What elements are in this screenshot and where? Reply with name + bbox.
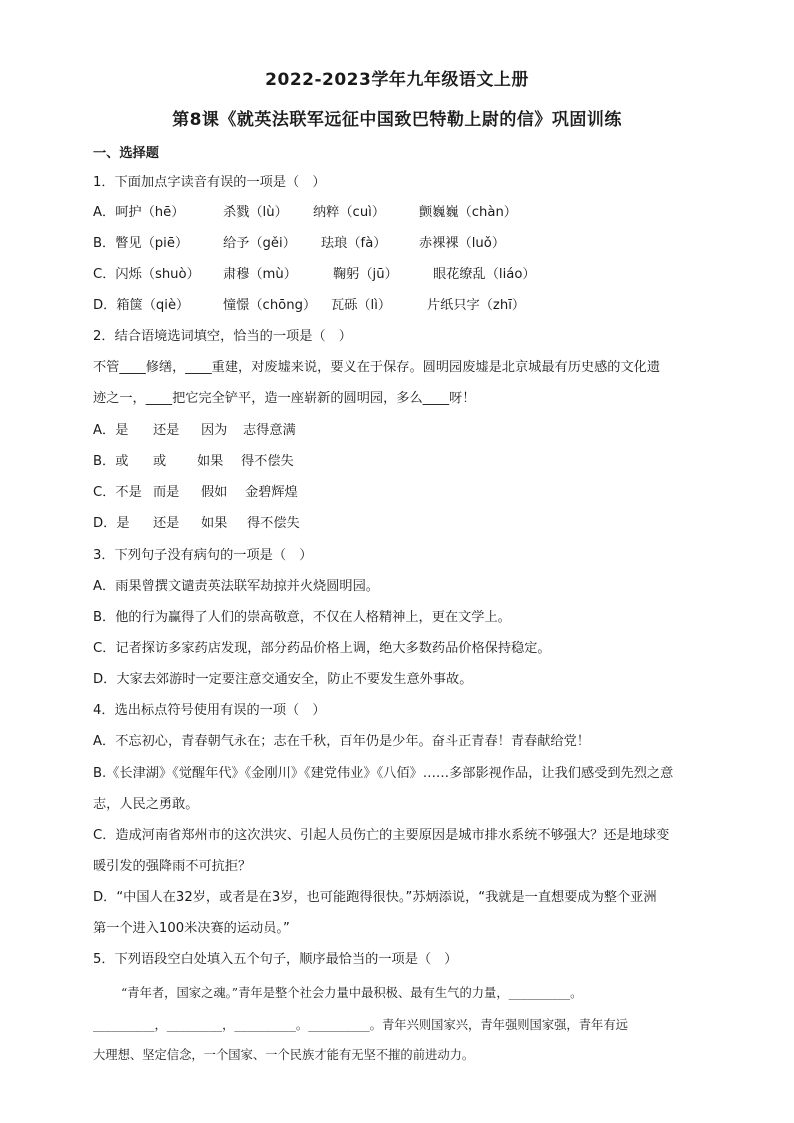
option-b-item-4: 赤裸裸（luǒ）: [419, 236, 506, 251]
question-3-option-c: C．记者探访多家药店发现，部分药品价格上调，绝大多数药品价格保持稳定。: [93, 641, 551, 656]
option-c-word-1: C．不是: [93, 485, 142, 500]
question-2-passage-line-1: 不管____修缮，____重建，对废墟来说，要义在于保存。圆明园废墟是北京城最有历史感的文化遗: [93, 360, 661, 375]
question-4-option-c-line-1: C．造成河南省郑州市的这次洪灾、引起人员伤亡的主要原因是城市排水系统不够强大？还是地球变: [93, 828, 670, 843]
question-2-option-c: [93, 484, 703, 502]
question-2-option-d: [93, 515, 703, 533]
question-4-option-a: A．不忘初心，青春朝气永在；志在千秋，百年仍是少年。奋斗正青春！青春献给党！: [93, 734, 590, 749]
option-a-item-2: 杀戮（lù）: [223, 205, 288, 220]
question-4-option-d-line-2: 第一个进入100米决赛的运动员。”: [93, 921, 290, 936]
option-c-word-4: 金碧辉煌: [245, 485, 298, 500]
question-4-stem: 4．选出标点符号使用有误的一项（ ）: [93, 703, 326, 718]
question-2-passage-line-2: 迹之一，____把它完全铲平，造一座崭新的圆明园，多么____呀！: [93, 391, 476, 406]
question-2-stem: 2．结合语境选词填空，恰当的一项是（ ）: [93, 329, 352, 344]
option-a-item-4: 颤巍巍（chàn）: [419, 205, 517, 220]
question-3-option-d: D．大家去郊游时一定要注意交通安全，防止不要发生意外事故。: [93, 672, 473, 687]
option-d-word-3: 如果: [201, 516, 228, 531]
question-3-stem: 3．下列句子没有病句的一项是（ ）: [93, 548, 313, 563]
question-4-option-d-line-1: D．“中国人在32岁，或者是在3岁，也可能跑得很快。”苏炳添说，“我就是一直想要成为整个亚洲: [93, 890, 657, 905]
option-d-item-2: 憧憬（chōng）: [223, 298, 317, 313]
option-c-item-3: 鞠躬（jū）: [333, 267, 398, 282]
document-title: 2022-2023学年九年级语文上册: [265, 70, 529, 90]
question-1-option-b: [93, 235, 703, 253]
option-b-word-3: 如果: [197, 454, 224, 469]
option-b-item-2: 给予（gěi）: [223, 236, 296, 251]
question-3-option-b: B．他的行为赢得了人们的崇高敬意，不仅在人格精神上，更在文学上。: [93, 610, 511, 625]
question-2-option-b: [93, 453, 703, 471]
option-b-word-2: 或: [153, 454, 167, 469]
question-5-passage-line-2: __________，_________，__________。__________。青年兴则国家兴，青年强则国家强，青年有远: [93, 1018, 628, 1032]
question-5-passage-line-3: 大理想、坚定信念，一个国家、一个民族才能有无坚不摧的前进动力。: [93, 1048, 475, 1062]
question-4-option-b-line-1: B.《长津湖》《觉醒年代》《金刚川》《建党伟业》《八佰》……多部影视作品，让我们感受到先烈之意: [93, 766, 674, 781]
question-5-stem: 5．下列语段空白处填入五个句子，顺序最恰当的一项是（ ）: [93, 952, 458, 967]
question-4-option-b-line-2: 志，人民之勇敢。: [93, 797, 199, 812]
option-a-word-3: 因为: [201, 423, 228, 438]
option-d-word-1: D．是: [93, 516, 130, 531]
option-d-word-4: 得不偿失: [247, 516, 300, 531]
option-a-item-3: 纳粹（cuì）: [313, 205, 386, 220]
question-1-option-c: [93, 266, 703, 284]
option-a-word-1: A．是: [93, 423, 129, 438]
option-a-word-4: 志得意满: [243, 423, 296, 438]
question-1-option-d: [93, 297, 703, 315]
question-3-option-a: A．雨果曾撰文谴责英法联军劫掠并火烧圆明园。: [93, 579, 379, 594]
option-c-item-1: C．闪烁（shuò）: [93, 267, 200, 282]
question-4-option-c-line-2: 暖引发的强降雨不可抗拒？: [93, 859, 252, 874]
option-a-item-1: A．呵护（hē）: [93, 205, 185, 220]
option-b-item-3: 珐琅（fà）: [321, 236, 387, 251]
option-b-word-4: 得不偿失: [241, 454, 294, 469]
question-2-option-a: [93, 422, 703, 440]
option-c-word-3: 假如: [201, 485, 228, 500]
option-c-word-2: 而是: [153, 485, 180, 500]
option-d-item-4: 片纸只字（zhī）: [427, 298, 526, 313]
option-d-item-1: D．箱箧（qiè）: [93, 298, 190, 313]
option-c-item-4: 眼花缭乱（liáo）: [433, 267, 536, 282]
option-b-item-1: B．瞥见（piē）: [93, 236, 189, 251]
option-b-word-1: B．或: [93, 454, 129, 469]
question-1-option-a: [93, 204, 703, 222]
section-heading: 一、选择题: [93, 146, 159, 161]
option-d-word-2: 还是: [153, 516, 180, 531]
question-1-stem: 1．下面加点字读音有误的一项是（ ）: [93, 175, 326, 190]
option-d-item-3: 瓦砾（lì）: [331, 298, 392, 313]
option-c-item-2: 肃穆（mù）: [223, 267, 297, 282]
option-a-word-2: 还是: [153, 423, 180, 438]
question-5-passage-line-1: “青年者，国家之魂。”青年是整个社会力量中最积极、最有生气的力量，__________。: [121, 986, 583, 1000]
lesson-title: 第8课《就英法联军远征中国致巴特勒上尉的信》巩固训练: [172, 110, 622, 130]
